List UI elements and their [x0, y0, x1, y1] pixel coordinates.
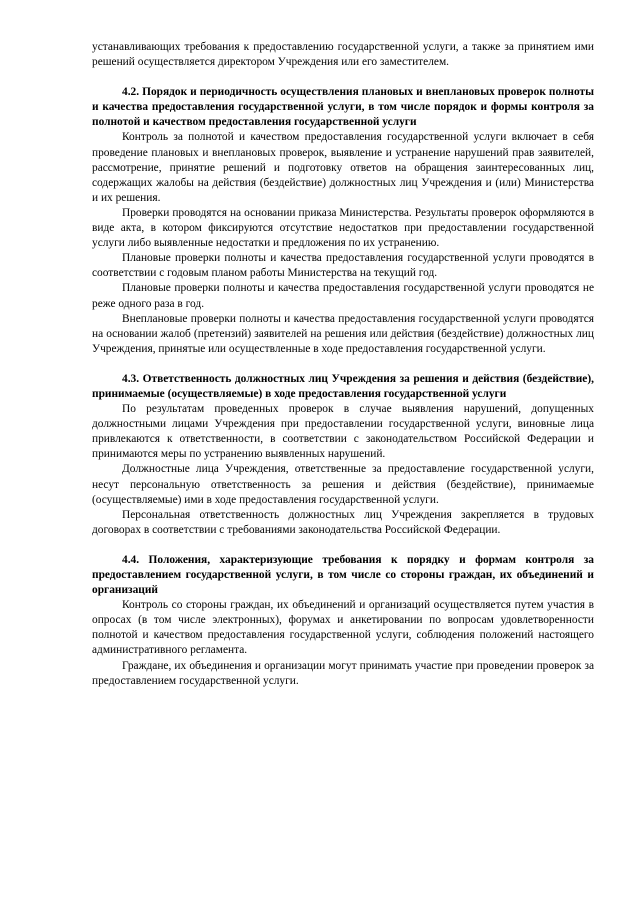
spacer [92, 538, 594, 553]
section-4-3-heading: 4.3. Ответственность должностных лиц Учреждения за решения и действия (бездействие), принимаемые (осуществляемые) в ходе предоставления государственной услуги [92, 372, 594, 400]
section-4-2-paragraph-1: Контроль за полнотой и качеством предоставления государственной услуги включает в себя проведение плановых и внеплановых проверок, выявление и устранение нарушений прав заявителей, рассмотрение, принятие решений и подготовку ответов на обращения заинтересованных лиц, содержащих жалобы на действия (бездействие) должностных лиц Учреждения и (или) Министерства и их решения. [92, 131, 594, 204]
section-4-2-heading: 4.2. Порядок и периодичность осуществления плановых и внеплановых проверок полноты и качества предоставления государственной услуги, в том числе порядок и формы контроля за полнотой и качеством предоставления государственной услуги [92, 86, 594, 129]
intro-paragraph: устанавливающих требования к предоставлению государственной услуги, а также за принятием ими решений осуществляется директором Учреждения или его заместителем. [92, 41, 594, 69]
section-4-2-paragraph-3: Плановые проверки полноты и качества предоставления государственной услуги проводятся в соответствии с годовым планом работы Министерства на текущий год. [92, 252, 594, 280]
section-4-3-paragraph-2: Должностные лица Учреждения, ответственные за предоставление государственной услуги, несут персональную ответственность за решения и действия (бездействие), принимаемые (осуществляемые) ими в ходе предоставления государственной услуги. [92, 463, 594, 506]
section-4-4-paragraph-2: Граждане, их объединения и организации могут принимать участие при проведении проверок за предоставлением государственной услуги. [92, 659, 594, 687]
section-4-3-paragraph-1: По результатам проведенных проверок в случае выявления нарушений, допущенных должностными лицами Учреждения при предоставлении государственной услуги, виновные лица привлекаются к ответственности, в соответствии с законодательством Российской Федерации и принимаются меры по устранению выявленных нарушений. [92, 403, 594, 461]
section-4-3-paragraph-3: Персональная ответственность должностных лиц Учреждения закрепляется в трудовых договорах в соответствии с требованиями законодательства Российской Федерации. [92, 508, 594, 536]
section-4-4-heading: 4.4. Положения, характеризующие требования к порядку и формам контроля за предоставлением государственной услуги, в том числе со стороны граждан, их объединений и организаций [92, 553, 594, 597]
section-4-2-paragraph-4: Плановые проверки полноты и качества предоставления государственной услуги проводятся не реже одного раза в год. [92, 282, 594, 310]
document-page [92, 40, 594, 689]
section-4-2-paragraph-5: Внеплановые проверки полноты и качества предоставления государственной услуги проводятся на основании жалоб (претензий) заявителей на решения или действия (бездействие) должностных лиц Учреждения, принятые или осуществленные в ходе предоставления государственной услуги. [92, 312, 594, 355]
section-4-2-paragraph-2: Проверки проводятся на основании приказа Министерства. Результаты проверок оформляются в виде акта, в котором фиксируются отсутствие недостатков при предоставлении государственной услуги либо выявленные недостатки и предложения по их устранению. [92, 206, 594, 250]
spacer [92, 357, 594, 372]
spacer [92, 70, 594, 85]
section-4-4-paragraph-1: Контроль со стороны граждан, их объединений и организаций осуществляется путем участия в опросах (в том числе электронных), форумах и анкетировании по вопросам удовлетворенности полнотой и качеством предоставления государственной услуги, соблюдения положений настоящего административного регламента. [92, 599, 594, 657]
